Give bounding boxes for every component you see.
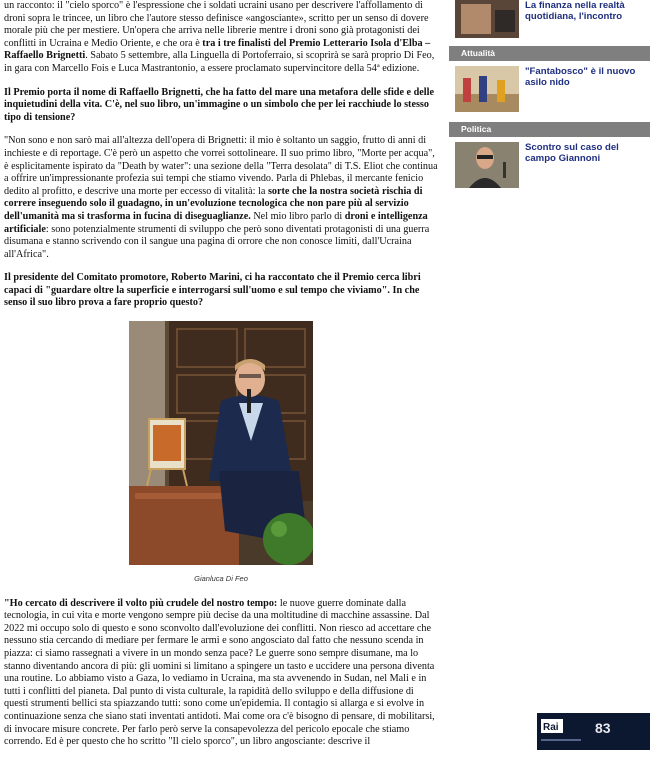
photo-caption: Gianluca Di Feo (194, 574, 248, 584)
answer-1: "Non sono e non sarò mai all'altezza dell'opera di Brignetti: il mio è soltanto un saggio, frutto di anni di inchieste e di reportage. C'è però un aspetto che vorrei sottolineare. Il suo primo libro, "Morte per acqua", è esplicitamente ispirato da "Death by water": una sezione della "Terra desolata" di T.S. Eliot che continua a offrire un'impressionante profezia sui tempi che stiamo vivendo. Parla di Phlebas, il mercante fenicio dedito al profitto, e descrive una morte per eccesso di vitalità: la sorte che la nostra società rischia di correre inseguendo solo il guadagno, in un'evoluzione tecnologica che non pare più al servizio dell'umanità ma si trasforma in fucina di diseguaglianze. Nel mio libro parlo di droni e intelligenza artificiale: sono potenzialmente strumenti di sviluppo che però sono diventati protagonisti di una guerra disumana e stanno scrivendo con il sangue una pagina di orrore che non conosce limiti, dall'Ucraina all'Africa". (4, 135, 438, 260)
article-body (4, 0, 438, 760)
ad-event-number: 83 (595, 720, 611, 736)
paragraph-intro: un racconto: il "cielo sporco" è l'espressione che i soldati ucraini usano per descrivere l'affollamento di droni sopra le trincee, un libro che l'autore stesso definisce «angosciante», scritto per un senso di dovere morale più che per mestiere. Un'opera che arriva nelle librerie mentre i droni sono già protagonisti dei conflitti in Ucraina e Medio Oriente, e che ora è tra i tre finalisti del Premio Letterario Isola d'Elba – Raffaello Brignetti. Sabato 5 settembre, alla Linguella di Portoferraio, si scoprirà se sarà proprio Di Feo, in gara con Marcello Fois e Luca Mastrantonio, a essere proclamato supervincitore della 54ª edizione. (4, 0, 435, 74)
news-thumbnail[interactable] (455, 66, 519, 112)
ad-brand: Rai (543, 722, 559, 733)
section-header-politica[interactable]: Politica (449, 122, 650, 137)
answer-2: "Ho cercato di descrivere il volto più crudele del nostro tempo: le nuove guerre dominate dalla tecnologia, in cui vita e morte vengono sempre più decise da una moltitudine di macchine assassine. Dal 2022 mi occupo solo di questo e sono sconvolto dall'evoluzione dei conflitti. Non riesco ad accettare che nessuno stia cercando di mediare per fermare le armi e sono angosciato dal fatto che nessuno scenda in piazza: ci siamo rassegnati a vivere in un mondo senza pace? Le guerre sono sempre disumane, ma lo stanno diventando ancora di più: gli uomini si limitano a spingere un tasto e uccidere una persona diventa una routine. Lo abbiamo visto a Gaza, lo vediamo in Ucraina, ma sta avvenendo in Sudan, nel Mali e in tutti i conflitti del pianeta. Dal punto di vista culturale, la rapidità dello sviluppo e della diffusione di questi strumenti bellici sta spiazzando tutti: sono come un'epidemia. Il contagio si allarga e si evolve in continuazione senza che siano stati inventati antidoti. Mai come ora c'è bisogno di pensare, di mobilitarsi, di invocare misure concrete. Per farlo però serve la consapevolezza del pericolo epocale che stiamo correndo. Ed è per questo che ho scritto "Il cielo sporco", un libro angosciante: descrive il (4, 597, 435, 748)
author-photo[interactable] (129, 321, 313, 565)
question-2: Il presidente del Comitato promotore, Roberto Marini, ci ha raccontato che il Premio cerca libri capaci di "guardare oltre la superficie e interrogarsi sull'uomo e sul tempo che viviamo". In che senso il suo libro prova a fare proprio questo? (4, 272, 421, 309)
thumbnail-image (455, 66, 519, 112)
sidebar-news-fantabosco[interactable] (449, 61, 650, 118)
thumbnail-image (455, 142, 519, 188)
thumbnail-image (455, 0, 519, 38)
news-link[interactable]: "Fantabosco" è il nuovo asilo nido (525, 66, 636, 88)
question-1: Il Premio porta il nome di Raffaello Brignetti, che ha fatto del mare una metafora delle sfide e delle inquietudini della vita. C'è, nel suo libro, un'immagine o un simbolo che per lei racchiude lo stesso tipo di tensione? (4, 86, 434, 123)
sidebar-news-giannoni[interactable] (449, 137, 650, 194)
sidebar-news-finanza[interactable] (449, 0, 650, 42)
news-link[interactable]: La finanza nella realtà quotidiana, l'incontro (525, 0, 625, 22)
article-photo-block (4, 321, 438, 586)
news-thumbnail[interactable] (455, 0, 519, 38)
sidebar (449, 0, 650, 194)
finalist-highlight: tra i tre finalisti del Premio Letterario Isola d'Elba – Raffaello Brignetti (4, 37, 431, 62)
rai-banner-ad[interactable] (537, 713, 650, 750)
news-thumbnail[interactable] (455, 142, 519, 188)
rai-banner-graphic (537, 713, 650, 750)
section-header-attualita[interactable]: Attualità (449, 46, 650, 61)
photo-illustration (129, 321, 313, 565)
news-link[interactable]: Scontro sul caso del campo Giannoni (525, 142, 619, 164)
